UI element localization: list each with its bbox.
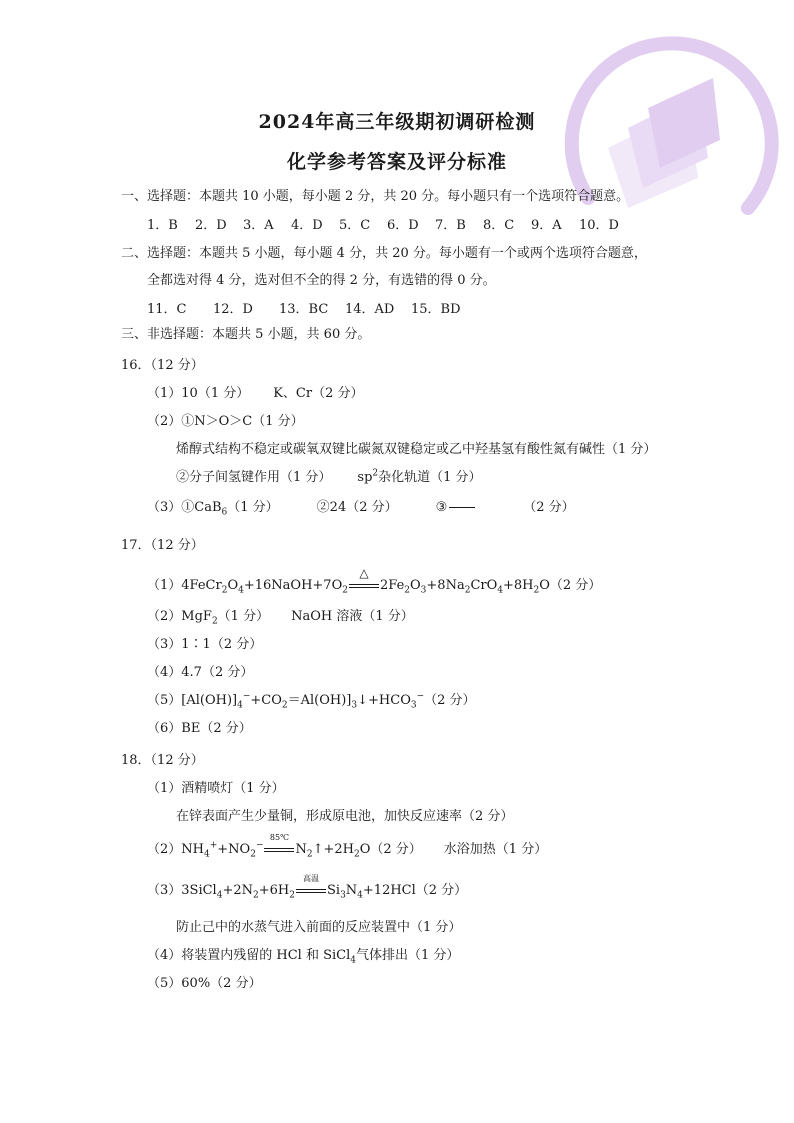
eq-sub: 2 — [464, 585, 471, 596]
q17-part2 — [147, 608, 414, 626]
eq-sub: 4 — [216, 890, 223, 901]
q18-part4 — [147, 947, 459, 965]
eq-sub: 3 — [420, 585, 427, 596]
answer-15: 15．BD — [411, 302, 461, 317]
q16-part2-explanation: 烯醇式结构不稳定或碳氧双键比碳氮双键稳定或乙中羟基氢有酸性氮有碱性（1 分） — [176, 442, 657, 457]
q16-hybrid-text: 杂化轨道（1 分） — [378, 470, 482, 485]
temperature-condition — [263, 833, 295, 859]
eq-text: +16NaOH+7O — [243, 578, 343, 593]
section1-heading: 一、选择题：本题共 10 小题，每小题 2 分，共 20 分。每小题只有一个选项符合题意。 — [121, 189, 630, 204]
q18-part2-equation — [147, 833, 548, 860]
eq-sub: 4 — [350, 955, 357, 966]
section2-heading: 二、选择题：本题共 5 小题，每小题 4 分，共 20 分。每小题有一个或两个选项符合题意， — [121, 246, 647, 261]
eq-text: 2Fe — [379, 578, 405, 593]
q16-hybrid-label: sp — [357, 470, 373, 485]
q18-part2-b: 水浴加热（1 分） — [443, 842, 548, 857]
q16-part3 — [147, 499, 575, 517]
q17-part2-a: （2）MgF — [147, 609, 212, 624]
eq-sub: 4 — [357, 890, 363, 901]
q16-part3-c: ③ — [435, 500, 448, 515]
eq-sub: 2 — [533, 585, 540, 596]
q18-part1-explanation: 在锌表面产生少量铜，形成原电池，加快反应速率（2 分） — [176, 809, 514, 824]
eq-sub: 4 — [497, 585, 503, 596]
eq-text: （1）4FeCr — [147, 578, 222, 593]
eq-sub: 4 — [237, 700, 243, 711]
high-temp-condition — [295, 874, 327, 900]
q18-part4-text2: 气体排出（1 分） — [356, 948, 460, 963]
q18-heading: 18．（12 分） — [121, 753, 204, 768]
eq-text: +8H — [503, 578, 534, 593]
q17-part4: （4）4.7（2 分） — [147, 665, 254, 680]
eq-sub: 2 — [250, 849, 256, 860]
q18-part5: （5）60%（2 分） — [147, 976, 262, 991]
page-subtitle: 化学参考答案及评分标准 — [286, 151, 507, 173]
q17-part5-equation — [147, 692, 476, 710]
eq-text: O — [410, 578, 421, 593]
eq-sup: − — [242, 691, 251, 702]
q18-part3-explanation: 防止己中的水蒸气进入前面的反应装置中（1 分） — [176, 920, 462, 935]
eq-sub: 3 — [410, 700, 417, 711]
eq-text: O（2 分） — [539, 578, 602, 593]
q17-part3: （3）1∶1（2 分） — [147, 637, 263, 652]
eq-sub: 2 — [221, 585, 228, 596]
q16-part3-b: ②24（2 分） — [316, 500, 398, 515]
eq-sup: − — [255, 840, 264, 851]
eq-sub: 2 — [342, 585, 348, 596]
q17-heading: 17．（12 分） — [121, 538, 204, 553]
q16-part2-sub2 — [176, 469, 482, 487]
answer-14: 14．AD — [345, 302, 395, 317]
answer-12: 12．D — [213, 302, 253, 317]
answer-9: 9．A — [531, 218, 562, 233]
answer-1: 1．B — [147, 218, 178, 233]
eq-sub: 3 — [340, 890, 346, 901]
answer-13: 13．BC — [279, 302, 329, 317]
section2-answers — [147, 301, 477, 319]
q17-part1-equation — [147, 566, 602, 596]
q17-part6: （6）BE（2 分） — [147, 721, 252, 736]
q16-part1 — [147, 385, 364, 403]
eq-text: O（2 分） — [359, 842, 422, 857]
eq-text: +8Na — [426, 578, 465, 593]
eq-text: Si — [326, 883, 341, 898]
eq-sup: − — [416, 691, 425, 702]
eq-text: +NO — [217, 842, 251, 857]
q16-hybrid-sup: 2 — [372, 468, 379, 479]
answer-11: 11．C — [147, 302, 187, 317]
eq-sup: + — [209, 840, 218, 851]
eq-sub: 4 — [203, 849, 210, 860]
answer-10: 10．D — [579, 218, 619, 233]
answer-2: 2．D — [195, 218, 227, 233]
q16-part2-sub2-a: ②分子间氢键作用（1 分） — [176, 470, 332, 485]
page-title: 2024年高三年级期初调研检测 — [258, 111, 536, 133]
q16-part3-a-score: （1 分） — [227, 500, 279, 515]
bond-line-icon — [449, 507, 475, 508]
q18-part4-text: （4）将装置内残留的 HCl 和 SiCl — [147, 948, 351, 963]
q16-part1-a: （1）10（1 分） — [147, 386, 250, 401]
eq-text: （2）NH — [147, 842, 204, 857]
q16-part3-d: （2 分） — [523, 500, 575, 515]
eq-sub: 2 — [289, 890, 295, 901]
eq-text: +2N — [222, 883, 253, 898]
eq-text: +CO — [250, 693, 282, 708]
eq-text: +6H — [258, 883, 290, 898]
high-temp-label: 高温 — [302, 874, 319, 883]
eq-text: +12HCl（2 分） — [362, 883, 468, 898]
answer-5: 5．C — [339, 218, 371, 233]
eq-sub: 4 — [238, 585, 244, 596]
q18-part1: （1）酒精喷灯（1 分） — [147, 781, 285, 796]
eq-text: ＝Al(OH)] — [287, 693, 352, 708]
eq-sub: 2 — [306, 849, 313, 860]
answer-8: 8．C — [483, 218, 515, 233]
q18-part3-equation — [147, 874, 468, 901]
q17-part2-b: NaOH 溶液（1 分） — [291, 609, 414, 624]
eq-sub: 2 — [404, 585, 410, 596]
eq-text: O — [227, 578, 239, 593]
eq-text: ↑+2H — [312, 842, 354, 857]
answer-3: 3．A — [243, 218, 274, 233]
heat-condition — [348, 566, 380, 595]
answer-4: 4．D — [291, 218, 323, 233]
eq-sub: 2 — [211, 616, 218, 627]
section1-answers — [147, 217, 627, 235]
section3-heading: 三、非选择题：本题共 5 小题，共 60 分。 — [121, 327, 371, 342]
eq-text: （3）3SiCl — [147, 883, 217, 898]
q17-part2-a-score: （1 分） — [217, 609, 270, 624]
q16-part3-a: （3）①CaB — [147, 500, 222, 515]
eq-text: CrO — [470, 578, 498, 593]
eq-sub: 2 — [354, 849, 360, 860]
eq-text: （2 分） — [424, 693, 476, 708]
section2-scoring: 全都选对得 4 分，选对但不全的得 2 分，有选错的得 0 分。 — [147, 273, 496, 288]
eq-sub: 3 — [351, 700, 358, 711]
eq-text: （5）[Al(OH)] — [147, 693, 238, 708]
eq-sub: 2 — [281, 700, 288, 711]
eq-text: ↓+HCO — [357, 693, 411, 708]
q16-heading: 16．（12 分） — [121, 358, 204, 373]
q16-part2: （2）①N＞O＞C（1 分） — [147, 414, 304, 429]
temperature-label: 85℃ — [269, 833, 290, 842]
eq-text: N — [345, 883, 358, 898]
q16-part1-b: K、Cr（2 分） — [273, 386, 364, 401]
eq-sub: 2 — [253, 890, 259, 901]
q16-part3-a-sub: 6 — [221, 507, 228, 518]
eq-text: N — [295, 842, 307, 857]
answer-6: 6．D — [387, 218, 419, 233]
answer-7: 7．B — [435, 218, 466, 233]
heat-symbol: △ — [359, 566, 369, 580]
